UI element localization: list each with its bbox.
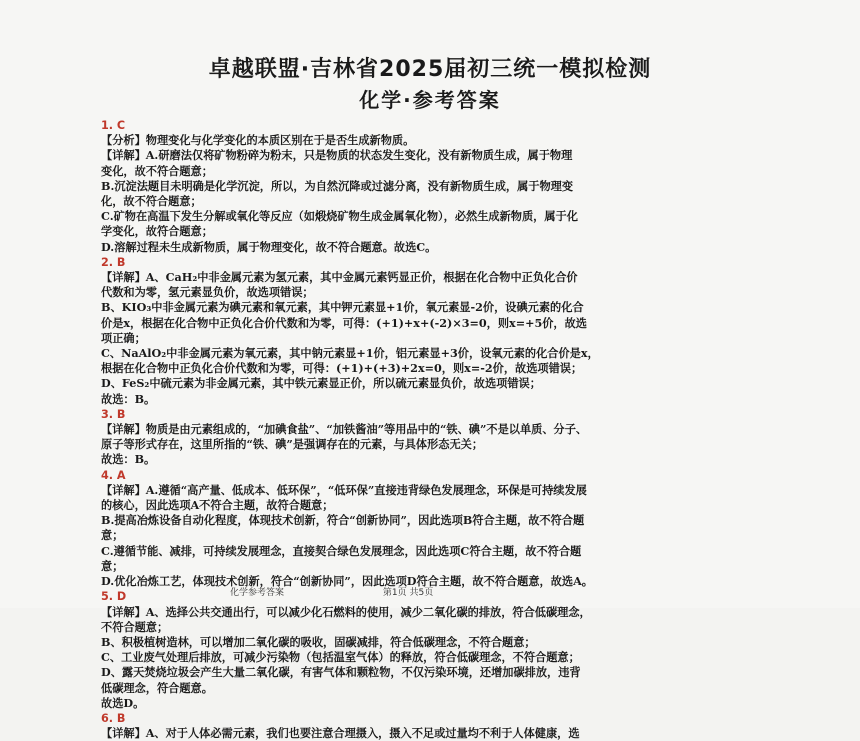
answer-line: C、NaAlO₂中非金属元素为氧元素，其中钠元素显+1价，铝元素显+3价，设氧元素的化合价是x，: [101, 346, 599, 361]
answer-line: B.提高冶炼设备自动化程度，体现技术创新，符合“创新协同”，因此选项B符合主题，故不符合题: [101, 513, 585, 528]
answer-line: 原子等形式存在，这里所指的“铁、碘”是强调存在的元素，与具体形态无关；: [101, 437, 484, 452]
answer-line: 意；: [101, 528, 124, 543]
answer-line: B、KIO₃中非金属元素为碘元素和氧元素，其中钾元素显+1价，氧元素显-2价，设碘元素的化合: [101, 300, 584, 315]
question-number: 1. C: [101, 119, 126, 132]
answer-line: 故选D。: [101, 695, 145, 710]
answer-line: 意；: [101, 558, 124, 573]
page-title: 卓越联盟·吉林省2025届初三统一模拟检测: [208, 57, 652, 82]
answer-line: 【分析】物理变化与化学变化的本质区别在于是否生成新物质。: [101, 133, 415, 148]
answer-line: D、FeS₂中硫元素为非金属元素，其中铁元素显正价，所以硫元素显负价，故选项错误；: [101, 376, 541, 391]
answer-line: C.遵循节能、减排，可持续发展理念，直接契合绿色发展理念，因此选项C符合主题，故不符合题: [101, 543, 582, 558]
answer-line: B、积极植树造林，可以增加二氧化碳的吸收，固碳减排，符合低碳理念，不符合题意；: [101, 634, 536, 649]
answer-line: 项正确；: [101, 330, 146, 345]
answer-line: D、露天焚烧垃圾会产生大量二氧化碳，有害气体和颗粒物，不仅污染环境，还增加碳排放，违背: [101, 665, 581, 680]
answer-line: D.优化冶炼工艺，体现技术创新，符合“创新协同”，因此选项D符合主题，故不符合题意，故选A。: [101, 574, 593, 589]
question-number: 5. D: [101, 590, 127, 604]
question-number: 6. B: [101, 711, 126, 725]
answer-line: 不符合题意；: [101, 619, 169, 634]
answer-line: 代数和为零，氢元素显负价，故选项错误；: [101, 285, 314, 300]
answer-line: B.沉淀法题目未明确是化学沉淀，所以，为自然沉降或过滤分离，没有新物质生成，属于物理变: [101, 178, 574, 193]
question-number: 4. A: [101, 468, 126, 482]
answer-line: 低碳理念，符合题意。: [101, 680, 213, 695]
answer-line: 化，故不符合题意；: [101, 194, 202, 209]
answer-line: 【详解】A、CaH₂中非金属元素为氢元素，其中金属元素钙显正价，根据在化合物中正负化合价: [101, 270, 578, 285]
page-subtitle: 化学·参考答案: [359, 88, 501, 112]
answer-line: 【详解】物质是由元素组成的，“加碘食盐”、“加铁酱油”等用品中的“铁、碘”不是以单质、分子、: [101, 422, 588, 437]
answer-line: 学变化，故符合题意；: [101, 224, 213, 239]
question-number: 2. B: [101, 255, 126, 269]
footer-doc-name: 化学参考答案: [230, 588, 285, 598]
answer-line: 价是x，根据在化合物中正负化合价代数和为零，可得：(+1)+x+(-2)×3=0，则x=+5价，故选: [101, 315, 587, 330]
answer-line: 故选：B。: [101, 391, 156, 406]
answer-line: 的核心，因此选项A不符合主题，故符合题意；: [101, 498, 334, 513]
answer-line: 【详解】A.遵循“高产量、低成本、低环保”，“低环保”直接违背绿色发展理念，环保是可持续发展: [101, 482, 587, 497]
answer-line: 变化，故不符合题意；: [101, 163, 213, 178]
answer-line: D.溶解过程未生成新物质，属于物理变化，故不符合题意。故选C。: [101, 239, 437, 254]
answer-line: C.矿物在高温下发生分解或氧化等反应（如煅烧矿物生成金属氧化物），必然生成新物质，属于化: [101, 209, 578, 224]
answer-line: C、工业废气处理后排放，可减少污染物（包括温室气体）的释放，符合低碳理念，不符合题意；: [101, 650, 580, 665]
page-footer: [230, 585, 650, 598]
answer-line: 根据在化合物中正负化合价代数和为零，可得：(+1)+(+3)+2x=0，则x=-2价，故选项错误；: [101, 361, 583, 376]
answer-line: 故选：B。: [101, 452, 156, 467]
answer-body: [101, 118, 769, 741]
answer-line: 【详解】A、对于人体必需元素，我们也要注意合理摄入，摄入不足或过量均不利于人体健康，选: [101, 726, 580, 741]
footer-page-info: 第1页 共5页: [382, 588, 434, 598]
question-number: 3. B: [101, 407, 126, 421]
answer-line: 【详解】A、选择公共交通出行，可以减少化石燃料的使用，减少二氧化碳的排放，符合低碳理念，: [101, 604, 591, 619]
answer-line: 【详解】A.研磨法仅将矿物粉碎为粉末，只是物质的状态发生变化，没有新物质生成，属于物理: [101, 148, 573, 163]
